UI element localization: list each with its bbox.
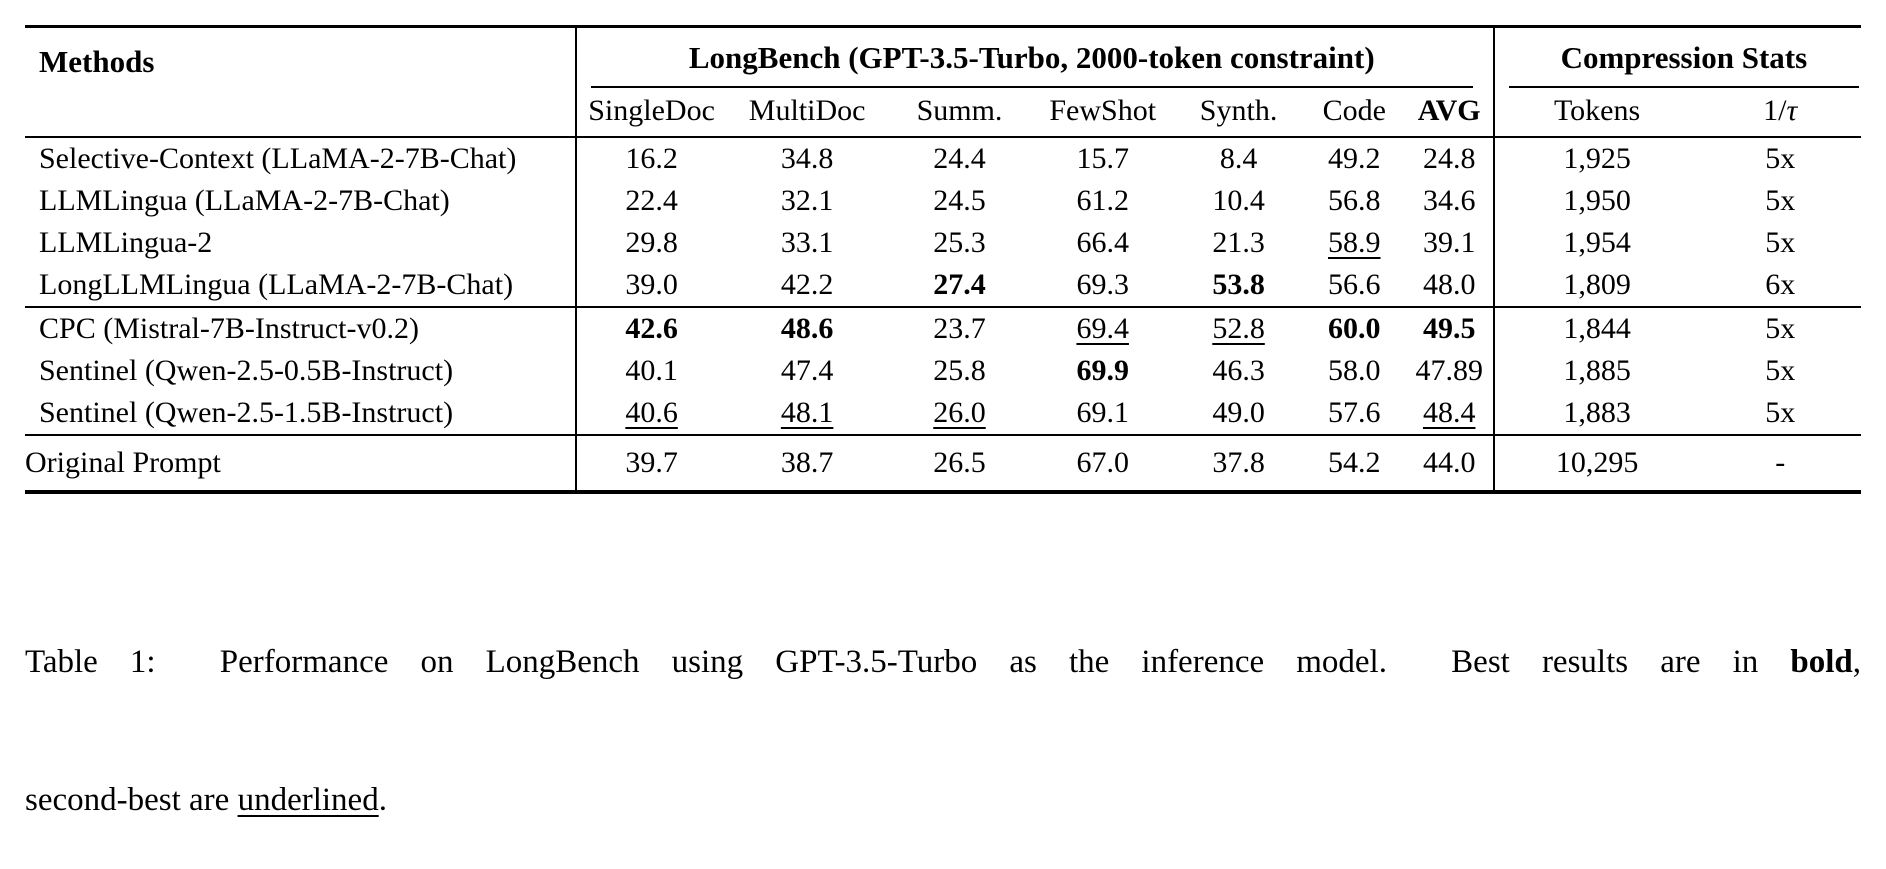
value-cell: 40.6 <box>576 392 727 435</box>
table-row <box>25 137 1861 180</box>
value-cell: 24.5 <box>933 184 986 217</box>
value-cell: 5x <box>1765 312 1796 345</box>
method-cell: LLMLingua (LLaMA-2-7B-Chat) <box>39 184 450 217</box>
value-cell: 53.8 <box>1212 268 1265 301</box>
group-header-compression-label: Compression Stats <box>1509 40 1859 88</box>
results-table <box>25 25 1861 494</box>
value-cell: 46.3 <box>1212 354 1265 387</box>
value-cell: 40.1 <box>576 350 727 392</box>
value-cell: 34.8 <box>780 142 834 175</box>
value-cell: 21.3 <box>1212 226 1265 259</box>
group-header-longbench <box>576 27 1494 89</box>
value-cell: - <box>1775 446 1786 479</box>
value-cell: 57.6 <box>1327 396 1381 429</box>
sub-header-compression-rate <box>1699 88 1861 137</box>
value-cell: 48.6 <box>780 312 834 345</box>
table-row <box>25 435 1861 492</box>
value-cell: 39.0 <box>576 264 727 307</box>
caption-underlined-word: underlined <box>237 782 379 818</box>
method-cell: Sentinel (Qwen-2.5-0.5B-Instruct) <box>39 354 454 387</box>
table-row <box>25 307 1861 350</box>
table-row <box>25 264 1861 307</box>
sub-header-avg: AVG <box>1417 94 1481 127</box>
value-cell: 5x <box>1765 354 1796 387</box>
row-group <box>25 307 1861 435</box>
row-group <box>25 137 1861 307</box>
value-cell: 48.0 <box>1422 268 1476 301</box>
value-cell: 15.7 <box>1076 142 1129 175</box>
value-cell: 49.2 <box>1327 142 1381 175</box>
caption <box>25 547 1861 869</box>
value-cell: 52.8 <box>1212 312 1265 345</box>
method-cell: CPC (Mistral-7B-Instruct-v0.2) <box>39 312 419 345</box>
value-cell: 56.6 <box>1327 268 1381 301</box>
value-cell: 26.0 <box>933 396 986 429</box>
caption-line-1 <box>25 639 1861 685</box>
value-cell: 5x <box>1765 142 1796 175</box>
value-cell: 25.3 <box>933 226 986 259</box>
value-cell: 66.4 <box>1076 226 1129 259</box>
value-cell: 1,809 <box>1494 264 1700 307</box>
value-cell: 69.1 <box>1076 396 1129 429</box>
value-cell: 34.6 <box>1422 184 1476 217</box>
value-cell: 24.8 <box>1422 142 1476 175</box>
value-cell: 1,954 <box>1494 222 1700 264</box>
value-cell: 1,925 <box>1494 137 1700 180</box>
value-cell: 1,885 <box>1494 350 1700 392</box>
value-cell: 42.6 <box>576 307 727 350</box>
one-over-label: 1/ <box>1763 94 1787 127</box>
caption-text: second-best are <box>25 782 238 818</box>
value-cell: 23.7 <box>933 312 986 345</box>
caption-text: , <box>1852 644 1861 680</box>
table-row <box>25 350 1861 392</box>
value-cell: 5x <box>1765 396 1796 429</box>
sub-header-synth: Synth. <box>1199 94 1278 127</box>
value-cell: 10,295 <box>1494 435 1700 492</box>
table-row <box>25 222 1861 264</box>
value-cell: 29.8 <box>576 222 727 264</box>
value-cell: 49.5 <box>1422 312 1476 345</box>
group-header-longbench-label: LongBench (GPT-3.5-Turbo, 2000-token constraint) <box>591 40 1473 88</box>
value-cell: 48.1 <box>780 396 834 429</box>
value-cell: 69.3 <box>1076 268 1129 301</box>
value-cell: 39.7 <box>576 435 727 492</box>
value-cell: 60.0 <box>1327 312 1381 345</box>
method-cell: LLMLingua-2 <box>39 226 213 259</box>
value-cell: 1,950 <box>1494 180 1700 222</box>
value-cell: 8.4 <box>1219 142 1258 175</box>
value-cell: 38.7 <box>780 446 834 479</box>
table-row <box>25 180 1861 222</box>
value-cell: 5x <box>1765 226 1796 259</box>
caption-text: Table 1: Performance on LongBench using GPT-3.5-Turbo as the inference model. Best results are in <box>25 644 1791 680</box>
value-cell: 25.8 <box>933 354 986 387</box>
method-cell: Original Prompt <box>25 446 221 479</box>
value-cell: 1,883 <box>1494 392 1700 435</box>
value-cell: 27.4 <box>933 268 986 301</box>
value-cell: 69.9 <box>1076 354 1129 387</box>
value-cell: 61.2 <box>1076 184 1129 217</box>
row-group <box>25 435 1861 492</box>
method-cell: LongLLMLingua (LLaMA-2-7B-Chat) <box>39 268 514 301</box>
value-cell: 5x <box>1765 184 1796 217</box>
value-cell: 6x <box>1765 268 1796 301</box>
value-cell: 58.9 <box>1327 226 1381 259</box>
caption-bold-word: bold <box>1790 644 1853 680</box>
value-cell: 48.4 <box>1422 396 1476 429</box>
value-cell: 47.4 <box>780 354 834 387</box>
method-cell: Selective-Context (LLaMA-2-7B-Chat) <box>39 142 517 175</box>
value-cell: 22.4 <box>576 180 727 222</box>
sub-header-fewshot: FewShot <box>1049 94 1157 127</box>
value-cell: 56.8 <box>1327 184 1381 217</box>
value-cell: 47.89 <box>1415 354 1483 387</box>
table-header <box>25 27 1861 138</box>
sub-header-tokens: Tokens <box>1494 88 1700 137</box>
value-cell: 42.2 <box>780 268 834 301</box>
value-cell: 67.0 <box>1076 446 1129 479</box>
caption-line-2 <box>25 777 1861 823</box>
value-cell: 44.0 <box>1422 446 1476 479</box>
caption-text: . <box>378 782 387 818</box>
table-row <box>25 392 1861 435</box>
sub-header-summ: Summ. <box>916 94 1003 127</box>
value-cell: 1,844 <box>1494 307 1700 350</box>
value-cell: 33.1 <box>780 226 834 259</box>
value-cell: 10.4 <box>1212 184 1265 217</box>
value-cell: 24.4 <box>933 142 986 175</box>
group-header-row <box>25 27 1861 89</box>
sub-header-multidoc: MultiDoc <box>748 94 866 127</box>
value-cell: 32.1 <box>780 184 834 217</box>
value-cell: 39.1 <box>1422 226 1476 259</box>
tau-symbol: τ <box>1786 94 1798 127</box>
value-cell: 58.0 <box>1327 354 1381 387</box>
value-cell: 26.5 <box>933 446 986 479</box>
value-cell: 69.4 <box>1076 312 1129 345</box>
value-cell: 54.2 <box>1327 446 1381 479</box>
value-cell: 49.0 <box>1212 396 1265 429</box>
table-figure <box>25 25 1861 494</box>
value-cell: 37.8 <box>1212 446 1265 479</box>
sub-header-singledoc: SingleDoc <box>576 88 727 137</box>
sub-header-code: Code <box>1322 94 1386 127</box>
value-cell: 16.2 <box>576 137 727 180</box>
group-header-compression <box>1494 27 1861 89</box>
method-cell: Sentinel (Qwen-2.5-1.5B-Instruct) <box>39 396 454 429</box>
methods-header: Methods <box>39 44 155 79</box>
